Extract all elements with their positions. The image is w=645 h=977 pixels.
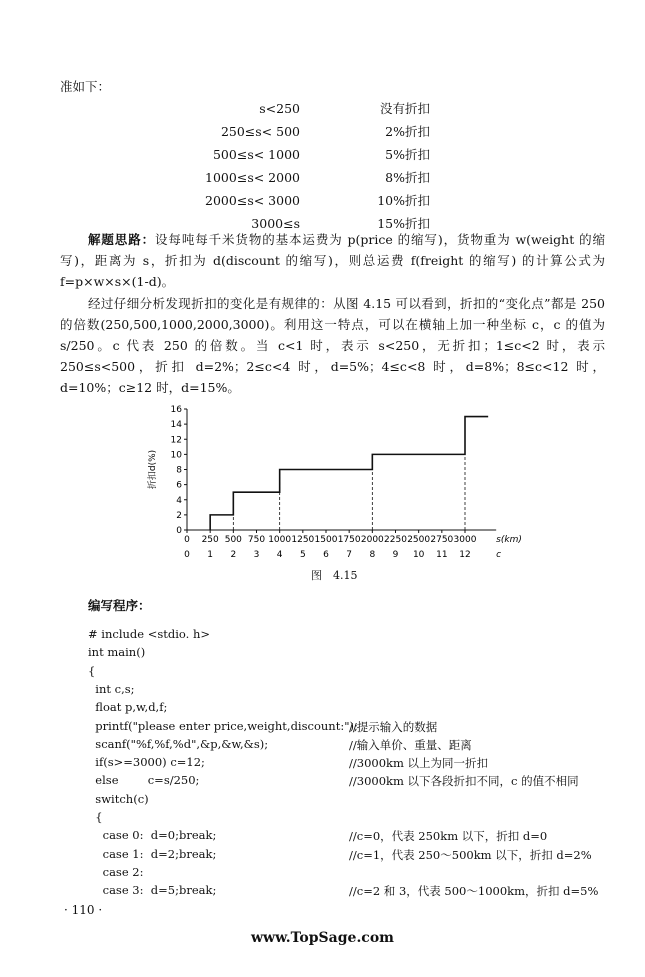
s-tick-label: 2500 bbox=[407, 535, 431, 545]
table-row-range: 250≤s< 500 bbox=[220, 124, 300, 139]
code-line: float p,w,d,f; bbox=[88, 700, 168, 715]
chart-svg bbox=[145, 400, 525, 562]
y-tick-label: 12 bbox=[170, 435, 182, 446]
y-tick-label: 0 bbox=[176, 526, 182, 536]
y-tick-label: 6 bbox=[176, 480, 182, 491]
s-axis-label: s(km) bbox=[496, 535, 522, 545]
c-tick-label: 7 bbox=[346, 550, 353, 560]
discount-step-chart bbox=[145, 400, 525, 562]
code-line: case 2: bbox=[88, 864, 144, 879]
table-row-discount: 8%折扣 bbox=[385, 170, 430, 185]
c-tick-label: 11 bbox=[436, 550, 448, 560]
table-row-range: 2000≤s< 3000 bbox=[205, 193, 300, 208]
c-tick-label: 0 bbox=[184, 550, 190, 560]
c-tick-label: 5 bbox=[299, 550, 306, 560]
s-tick-label: 1500 bbox=[314, 535, 338, 545]
code-line: if(s>=3000) c=12; bbox=[88, 755, 205, 770]
solution-idea-label: 解题思路： bbox=[88, 232, 156, 247]
s-tick-label: 1250 bbox=[291, 535, 315, 545]
s-tick-label: 250 bbox=[201, 535, 219, 545]
code-comment: //3000km 以下各段折扣不同，c 的值不相同 bbox=[349, 774, 579, 789]
code-line: int main() bbox=[88, 645, 146, 660]
program-heading: 编写程序： bbox=[88, 598, 151, 613]
c-tick-label: 10 bbox=[412, 550, 425, 560]
s-tick-label: 1000 bbox=[268, 535, 292, 545]
s-tick-label: 3000 bbox=[453, 535, 477, 545]
table-row-range: s<250 bbox=[259, 101, 300, 116]
table-row-range: 3000≤s bbox=[251, 216, 300, 231]
y-tick-label: 8 bbox=[176, 465, 182, 476]
c-tick-label: 9 bbox=[392, 550, 399, 560]
c-axis-label: c bbox=[496, 550, 502, 560]
discount-step-line bbox=[210, 417, 488, 530]
s-tick-label: 1750 bbox=[337, 535, 361, 545]
analysis-paragraph: 经过仔细分析发现折扣的变化是有规律的：从图 4.15 可以看到，折扣的“变化点”都是 250 的倍数(250,500,1000,2000,3000)。利用这一特点，可以在横轴上加一种坐标 c，c 的值为 s/250。c 代表 250 的倍数。当 c<1 时，表示 s<250，无折扣；1≤c<2 时，表示 250≤s<500，折扣 d=2%；2≤c<4 时，d=5%；4≤c<8 时，d=8%；8≤c<12 时，d=10%；c≥12 时，d=15%。 bbox=[60, 296, 605, 395]
c-tick-label: 12 bbox=[459, 550, 471, 560]
code-comment: //c=1，代表 250～500km 以下，折扣 d=2% bbox=[349, 847, 592, 862]
solution-idea-text: 设每吨每千米货物的基本运费为 p(price 的缩写)，货物重为 w(weight 的缩写)，距离为 s，折扣为 d(discount 的缩写)，则总运费 f(freight 的缩写) 的计算公式为 f=p×w×s×(1-d)。 bbox=[60, 232, 605, 289]
c-tick-label: 1 bbox=[207, 550, 214, 560]
s-tick-label: 2250 bbox=[384, 535, 407, 545]
code-line: switch(c) bbox=[88, 791, 149, 806]
code-comment: //3000km 以上为同一折扣 bbox=[349, 756, 489, 771]
code-line: scanf("%f,%f,%d",&p,&w,&s); bbox=[88, 736, 269, 751]
code-line: # include <stdio. h> bbox=[88, 627, 210, 641]
code-line: case 0: d=0;break; bbox=[88, 828, 217, 843]
intro-text: 准如下： bbox=[60, 79, 111, 94]
figure-caption: 图 4.15 bbox=[311, 569, 358, 582]
s-tick-label: 0 bbox=[184, 535, 190, 545]
table-row-range: 500≤s< 1000 bbox=[212, 147, 300, 162]
c-tick-label: 4 bbox=[276, 550, 283, 560]
table-row-discount: 2%折扣 bbox=[385, 124, 430, 139]
s-tick-label: 2000 bbox=[360, 535, 384, 545]
y-tick-label: 10 bbox=[170, 450, 182, 461]
y-tick-label: 2 bbox=[176, 510, 182, 521]
code-line: case 1: d=2;break; bbox=[88, 846, 217, 861]
code-comment: //c=2 和 3，代表 500～1000km，折扣 d=5% bbox=[349, 884, 599, 899]
table-row-discount: 5%折扣 bbox=[385, 147, 430, 162]
s-tick-label: 500 bbox=[224, 535, 242, 545]
code-line: printf("please enter price,weight,discount:"); bbox=[88, 718, 358, 733]
code-line: else c=s/250; bbox=[88, 773, 200, 788]
s-tick-label: 2750 bbox=[430, 535, 454, 545]
y-tick-label: 4 bbox=[176, 495, 182, 506]
solution-idea bbox=[60, 229, 605, 292]
s-tick-label: 750 bbox=[247, 535, 266, 545]
code-line: { bbox=[88, 663, 96, 678]
code-line: { bbox=[88, 810, 103, 824]
table-row-discount: 15%折扣 bbox=[377, 216, 430, 231]
y-tick-label: 16 bbox=[170, 405, 182, 415]
watermark-text: www.TopSage.com bbox=[251, 930, 394, 946]
page-number: · 110 · bbox=[64, 903, 103, 917]
code-line: int c,s; bbox=[88, 681, 135, 696]
table-row-discount: 没有折扣 bbox=[379, 101, 430, 116]
code-comment: //c=0，代表 250km 以下，折扣 d=0 bbox=[349, 829, 548, 844]
code-comment: //输入单价、重量、距离 bbox=[349, 737, 472, 752]
y-axis-label: 折扣d(%) bbox=[148, 449, 158, 490]
code-comment: //提示输入的数据 bbox=[349, 719, 438, 734]
code-line: case 3: d=5;break; bbox=[88, 883, 217, 898]
c-tick-label: 2 bbox=[230, 550, 237, 560]
c-tick-label: 8 bbox=[369, 550, 376, 560]
table-row-discount: 10%折扣 bbox=[377, 193, 430, 208]
c-tick-label: 3 bbox=[253, 550, 260, 560]
c-tick-label: 6 bbox=[323, 550, 329, 560]
y-tick-label: 14 bbox=[170, 420, 182, 431]
table-row-range: 1000≤s< 2000 bbox=[205, 170, 300, 185]
